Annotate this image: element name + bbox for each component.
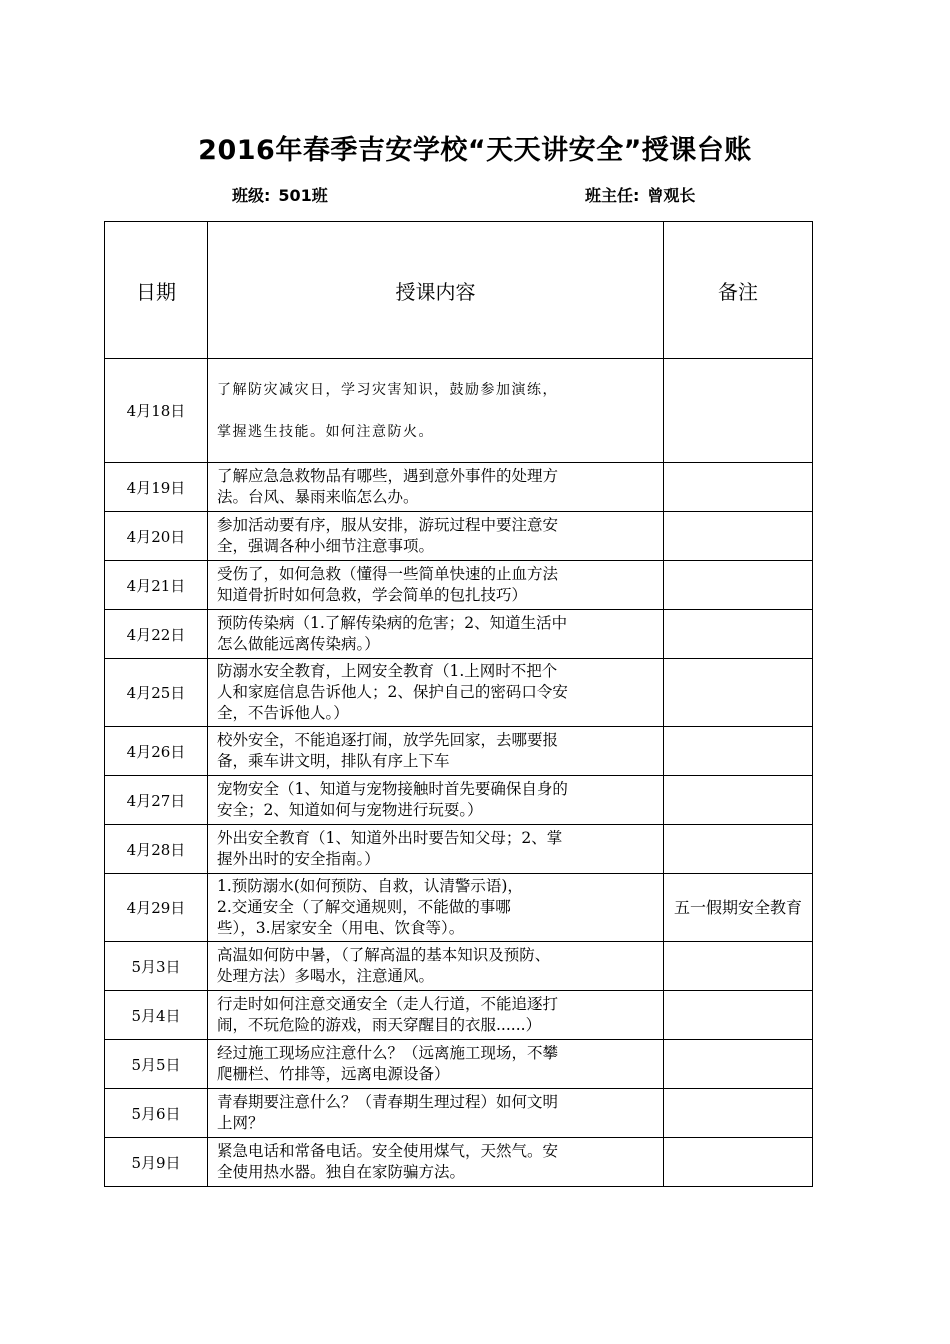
content-line: 预防传染病（1.了解传染病的危害；2、知道生活中 xyxy=(217,614,568,632)
content-line: 高温如何防中暑，（了解高温的基本知识及预防、 xyxy=(217,946,551,964)
content-line: 行走时如何注意交通安全（走人行道，不能追逐打 xyxy=(217,995,559,1013)
table-row xyxy=(105,659,813,727)
row-note xyxy=(664,512,813,561)
row-note xyxy=(664,463,813,512)
row-content xyxy=(208,991,664,1040)
row-content xyxy=(208,610,664,659)
content-line: 全使用热水器。独自在家防骗方法。 xyxy=(217,1163,466,1181)
content-line: 2.交通安全（了解交通规则，不能做的事哪 xyxy=(217,898,511,916)
row-date: 4月25日 xyxy=(105,659,208,727)
header-date: 日期 xyxy=(105,222,208,359)
content-line: 法。台风、暴雨来临怎么办。 xyxy=(217,488,419,506)
row-date: 5月3日 xyxy=(105,942,208,991)
row-date: 4月28日 xyxy=(105,825,208,874)
row-content xyxy=(208,659,664,727)
content-line: 掌握逃生技能。如何注意防火。 xyxy=(217,423,434,440)
content-line: 安全；2、知道如何与宠物进行玩耍。） xyxy=(217,801,483,819)
row-note xyxy=(664,1040,813,1089)
header-note: 备注 xyxy=(664,222,813,359)
row-note xyxy=(664,1138,813,1187)
table-row xyxy=(105,825,813,874)
table-row xyxy=(105,359,813,463)
row-content xyxy=(208,561,664,610)
table-row xyxy=(105,512,813,561)
row-date: 5月9日 xyxy=(105,1138,208,1187)
row-content xyxy=(208,727,664,776)
content-line: 全，强调各种小细节注意事项。 xyxy=(217,537,435,555)
content-line: 了解防灾减灾日，学习灾害知识，鼓励参加演练， xyxy=(217,381,558,398)
content-line: 经过施工现场应注意什么？（远离施工现场，不攀 xyxy=(217,1044,559,1062)
content-line: 外出安全教育（1、知道外出时要告知父母；2、掌 xyxy=(217,829,563,847)
row-date: 4月18日 xyxy=(105,359,208,463)
teacher-label: 班主任: xyxy=(585,186,640,205)
row-note xyxy=(664,825,813,874)
table-row xyxy=(105,776,813,825)
row-content xyxy=(208,463,664,512)
content-line: 1.预防溺水(如何预防、自救，认清警示语)， xyxy=(217,877,523,895)
content-line: 怎么做能远离传染病。） xyxy=(217,635,380,653)
class-info xyxy=(232,183,328,206)
class-value: 501班 xyxy=(278,186,328,205)
row-content xyxy=(208,874,664,942)
table-row xyxy=(105,610,813,659)
table-row xyxy=(105,1138,813,1187)
row-date: 4月21日 xyxy=(105,561,208,610)
content-line: 上网？ xyxy=(217,1114,264,1132)
row-note xyxy=(664,1089,813,1138)
content-line: 知道骨折时如何急救，学会简单的包扎技巧） xyxy=(217,586,528,604)
table-body xyxy=(105,359,813,1187)
lesson-ledger-table xyxy=(104,221,813,1187)
row-note xyxy=(664,659,813,727)
header-content: 授课内容 xyxy=(208,222,664,359)
teacher-info xyxy=(585,183,695,206)
table-row xyxy=(105,1089,813,1138)
row-content xyxy=(208,1138,664,1187)
row-note xyxy=(664,942,813,991)
row-date: 5月4日 xyxy=(105,991,208,1040)
content-line: 了解应急急救物品有哪些，遇到意外事件的处理方 xyxy=(217,467,559,485)
row-date: 4月19日 xyxy=(105,463,208,512)
table-row xyxy=(105,1040,813,1089)
content-line: 受伤了，如何急救（懂得一些简单快速的止血方法 xyxy=(217,565,559,583)
table-row xyxy=(105,942,813,991)
content-line: 人和家庭信息告诉他人；2、保护自己的密码口令安 xyxy=(217,683,568,701)
content-line: 些），3.居家安全（用电、饮食等）。 xyxy=(217,919,465,937)
table-row xyxy=(105,727,813,776)
content-line: 防溺水安全教育，上网安全教育（1.上网时不把个 xyxy=(217,662,558,680)
row-content xyxy=(208,825,664,874)
table-row xyxy=(105,561,813,610)
row-date: 4月20日 xyxy=(105,512,208,561)
row-note xyxy=(664,991,813,1040)
row-date: 5月6日 xyxy=(105,1089,208,1138)
row-date: 5月5日 xyxy=(105,1040,208,1089)
row-content xyxy=(208,1040,664,1089)
table-row xyxy=(105,991,813,1040)
row-note xyxy=(664,359,813,463)
content-line: 备，乘车讲文明，排队有序上下车 xyxy=(217,752,450,770)
content-line: 青春期要注意什么？（青春期生理过程）如何文明 xyxy=(217,1093,559,1111)
row-note: 五一假期安全教育 xyxy=(664,874,813,942)
row-note xyxy=(664,727,813,776)
row-date: 4月27日 xyxy=(105,776,208,825)
content-line: 宠物安全（1、知道与宠物接触时首先要确保自身的 xyxy=(217,780,568,798)
content-line: 校外安全，不能追逐打闹，放学先回家，去哪要报 xyxy=(217,731,559,749)
row-note xyxy=(664,776,813,825)
table-row xyxy=(105,874,813,942)
row-note xyxy=(664,561,813,610)
row-content xyxy=(208,512,664,561)
content-line: 全，不告诉他人。） xyxy=(217,704,349,722)
document-title: 2016年春季吉安学校“天天讲安全”授课台账 xyxy=(198,135,752,166)
class-label: 班级: xyxy=(232,186,271,205)
row-date: 4月29日 xyxy=(105,874,208,942)
row-content xyxy=(208,359,664,463)
content-line: 参加活动要有序，服从安排，游玩过程中要注意安 xyxy=(217,516,559,534)
content-line: 处理方法）多喝水，注意通风。 xyxy=(217,967,435,985)
content-line: 爬栅栏、竹排等，远离电源设备） xyxy=(217,1065,450,1083)
row-date: 4月26日 xyxy=(105,727,208,776)
row-content xyxy=(208,1089,664,1138)
row-content xyxy=(208,942,664,991)
table-header-row xyxy=(105,222,813,359)
row-note xyxy=(664,610,813,659)
teacher-value: 曾观长 xyxy=(647,186,696,205)
table-row xyxy=(105,463,813,512)
row-content xyxy=(208,776,664,825)
content-line: 闹，不玩危险的游戏，雨天穿醒目的衣服......） xyxy=(217,1016,542,1034)
content-line: 紧急电话和常备电话。安全使用煤气，天然气。安 xyxy=(217,1142,559,1160)
content-line: 握外出时的安全指南。） xyxy=(217,850,380,868)
row-date: 4月22日 xyxy=(105,610,208,659)
